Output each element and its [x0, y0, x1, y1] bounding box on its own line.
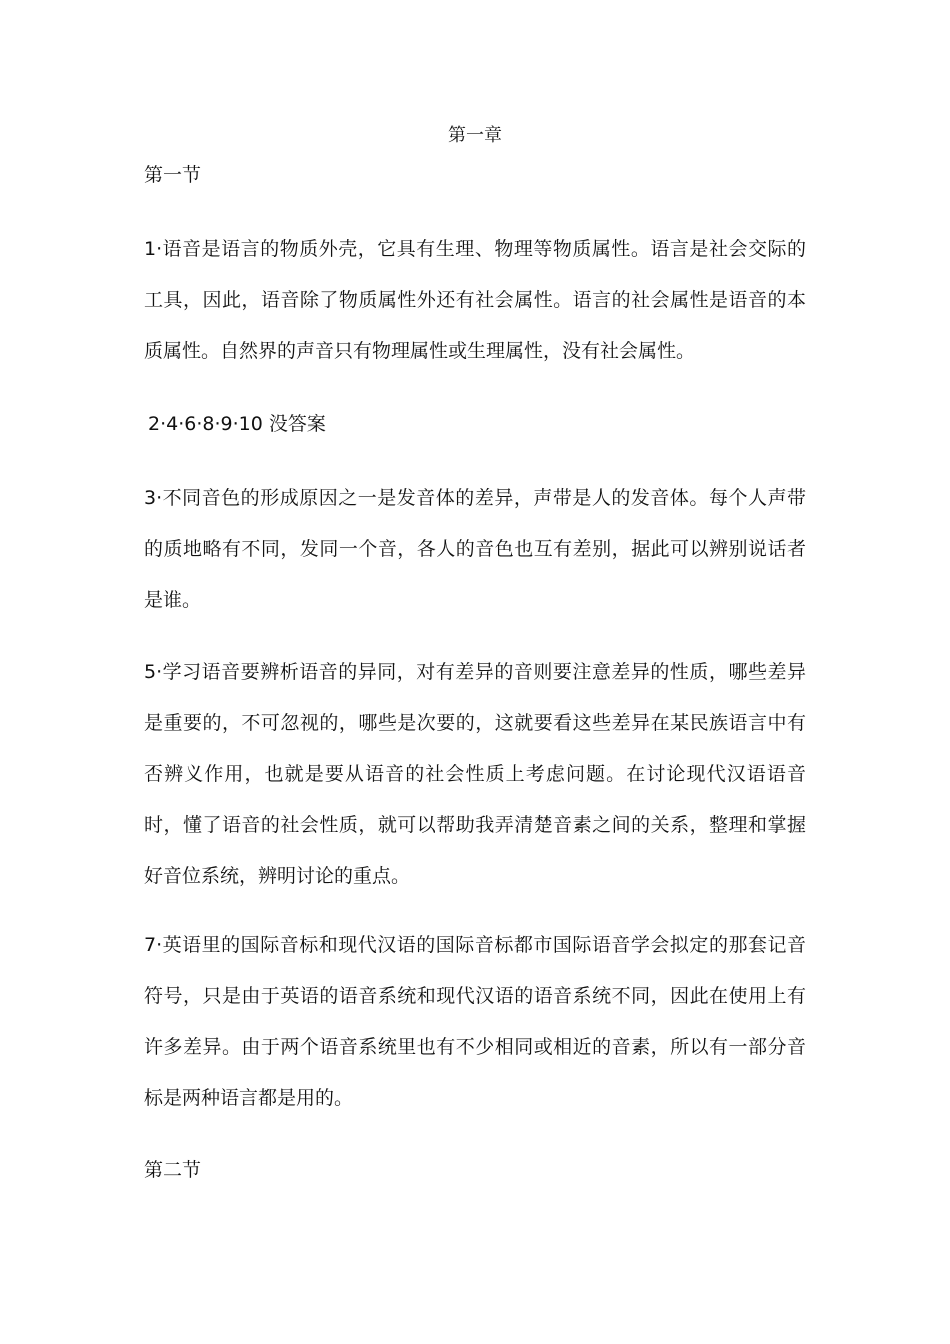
- section-heading-1: 第一节: [144, 164, 202, 186]
- paragraph-3: 3·不同音色的形成原因之一是发音体的差异，声带是人的发音体。每个人声带的质地略有不同，发同一个音，各人的音色也互有差别，据此可以辨别说话者是谁。: [144, 487, 806, 611]
- paragraph-1: 1·语音是语言的物质外壳，它具有生理、物理等物质属性。语言是社会交际的工具，因此，语音除了物质属性外还有社会属性。语言的社会属性是语音的本质属性。自然界的声音只有物理属性或生理属性，没有社会属性。: [144, 238, 806, 362]
- chapter-title: 第一章: [448, 125, 502, 146]
- section-heading-2: 第二节: [144, 1159, 202, 1181]
- paragraph-2: 2·4·6·8·9·10 没答案: [148, 413, 326, 435]
- paragraph-5: 5·学习语音要辨析语音的异同，对有差异的音则要注意差异的性质，哪些差异是重要的，不可忽视的，哪些是次要的，这就要看这些差异在某民族语言中有否辨义作用，也就是要从语音的社会性质上考虑问题。在讨论现代汉语语音时，懂了语音的社会性质，就可以帮助我弄清楚音素之间的关系，整理和掌握好音位系统，辨明讨论的重点。: [144, 661, 806, 887]
- paragraph-7: 7·英语里的国际音标和现代汉语的国际音标都市国际语音学会拟定的那套记音符号，只是由于英语的语音系统和现代汉语的语音系统不同，因此在使用上有许多差异。由于两个语音系统里也有不少相同或相近的音素，所以有一部分音标是两种语言都是用的。: [144, 934, 806, 1109]
